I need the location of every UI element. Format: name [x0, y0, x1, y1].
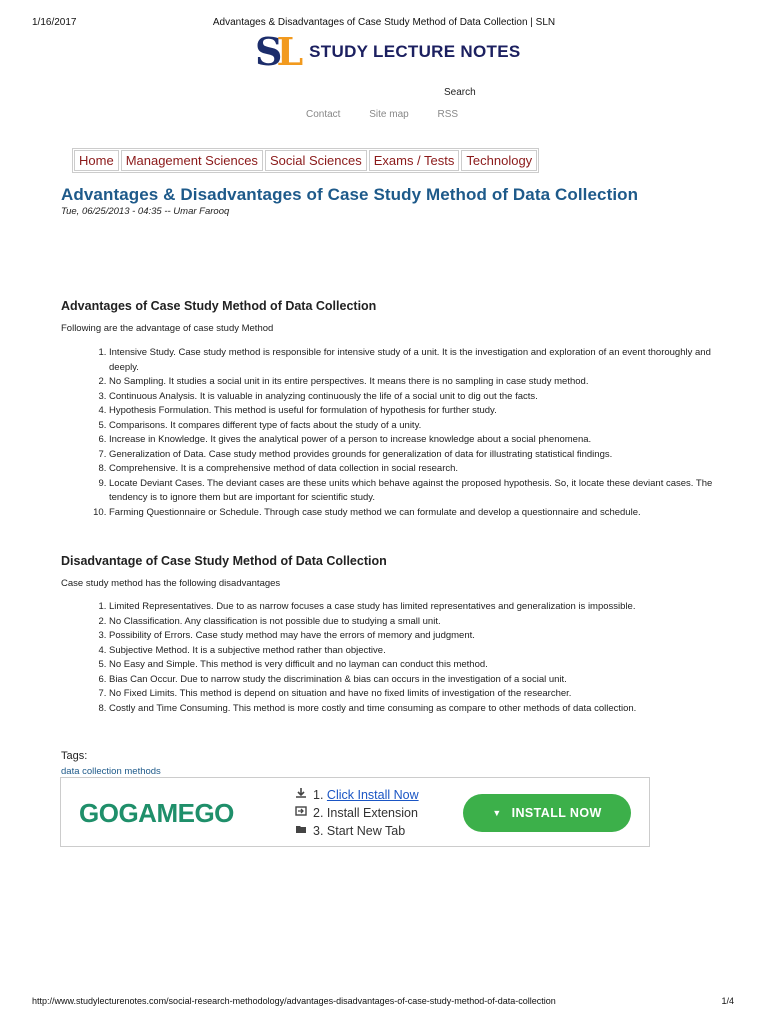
- ad-step-2-label: 2. Install Extension: [313, 806, 418, 820]
- ad-step-3-label: 3. Start New Tab: [313, 824, 406, 838]
- nav-home[interactable]: Home: [74, 150, 119, 171]
- article-title: Advantages & Disadvantages of Case Study Method of Data Collection: [61, 185, 639, 204]
- ad-step-3: [293, 822, 419, 840]
- tags-label: Tags:: [61, 750, 88, 762]
- install-now-label: INSTALL NOW: [511, 806, 602, 820]
- main-nav: [72, 148, 539, 173]
- site-logo[interactable]: [255, 29, 521, 74]
- list-item: 2. No Sampling. It studies a social unit in its entire perspectives. It means there is no sampling in case study method.: [109, 375, 729, 390]
- ad-step-1: [293, 786, 419, 804]
- list-item: 9. Locate Deviant Cases. The deviant cases are these units which behave against the proposed hypothesis. So, it locate these deviant cases. The tendency is to ignore them but are important for scientific study.: [109, 477, 729, 506]
- rss-link[interactable]: RSS: [437, 109, 459, 120]
- nav-technology[interactable]: Technology: [461, 150, 537, 171]
- print-footer-url: http://www.studylecturenotes.com/social-research-methodology/advantages-disadvantages-of-case-study-method-of-data-collection: [32, 996, 556, 1006]
- install-extension-icon: [293, 804, 309, 822]
- article-meta: Tue, 06/25/2013 - 04:35 -- Umar Farooq: [61, 206, 230, 217]
- list-item: 4. Subjective Method. It is a subjective method rather than objective.: [109, 644, 729, 659]
- logo-mark: SL: [255, 29, 298, 74]
- list-item: 2. No Classification. Any classification is not possible due to studying a small unit.: [109, 615, 729, 630]
- list-item: 8. Costly and Time Consuming. This method is more costly and time consuming as compare to other methods of data collection.: [109, 702, 729, 717]
- print-date: 1/16/2017: [32, 17, 77, 28]
- contact-link[interactable]: Contact: [306, 109, 341, 120]
- list-item: 3. Possibility of Errors. Case study method may have the errors of memory and judgment.: [109, 629, 729, 644]
- list-item: 6. Bias Can Occur. Due to narrow study the discrimination & bias can occurs in the investigation of a social unit.: [109, 673, 729, 688]
- download-icon: [293, 786, 309, 804]
- list-item: 5. Comparisons. It compares different type of facts about the study of a unity.: [109, 419, 729, 434]
- install-now-button[interactable]: [463, 794, 631, 832]
- list-item: 1. Intensive Study. Case study method is responsible for intensive study of a unit. It is the investigation and exploration of an event thoroughly and deeply.: [109, 346, 729, 375]
- list-item: 7. Generalization of Data. Case study method provides grounds for generalization of data for illustrating statistical findings.: [109, 448, 729, 463]
- list-item: 8. Comprehensive. It is a comprehensive method of data collection in social research.: [109, 462, 729, 477]
- nav-exams-tests[interactable]: Exams / Tests: [369, 150, 460, 171]
- list-item: 3. Continuous Analysis. It is valuable in analyzing continuously the life of a social unit to dig out the facts.: [109, 390, 729, 405]
- disadvantages-heading: Disadvantage of Case Study Method of Data Collection: [61, 554, 387, 568]
- ad-steps: [293, 786, 419, 840]
- logo-text: STUDY LECTURE NOTES: [309, 42, 521, 61]
- disadvantages-list: [93, 600, 729, 716]
- list-item: 5. No Easy and Simple. This method is very difficult and no layman can conduct this method.: [109, 658, 729, 673]
- ad-step-2: [293, 804, 419, 822]
- nav-management-sciences[interactable]: Management Sciences: [121, 150, 263, 171]
- ad-banner[interactable]: [60, 777, 650, 847]
- print-page-number: 1/4: [721, 996, 734, 1006]
- list-item: 7. No Fixed Limits. This method is depend on situation and have no fixed limits of investigation of the researcher.: [109, 687, 729, 702]
- advantages-heading: Advantages of Case Study Method of Data Collection: [61, 299, 377, 313]
- secondary-links: [306, 109, 484, 120]
- list-item: 4. Hypothesis Formulation. This method is useful for formulation of hypothesis for further study.: [109, 404, 729, 419]
- disadvantages-intro: Case study method has the following disadvantages: [61, 578, 281, 589]
- advantages-list: [93, 346, 729, 520]
- ad-step-1-number: 1.: [313, 788, 324, 802]
- list-item: 6. Increase in Knowledge. It gives the analytical power of a person to increase knowledge about a social phenomena.: [109, 433, 729, 448]
- site-map-link[interactable]: Site map: [369, 109, 409, 120]
- search-link[interactable]: Search: [444, 87, 476, 98]
- ad-logo: GOGAMEGO: [79, 798, 234, 828]
- ad-click-install-link[interactable]: Click Install Now: [326, 788, 419, 802]
- list-item: 1. Limited Representatives. Due to as narrow focuses a case study has limited representatives and generalization is impossible.: [109, 600, 729, 615]
- nav-social-sciences[interactable]: Social Sciences: [265, 150, 367, 171]
- advantages-intro: Following are the advantage of case study Method: [61, 323, 274, 334]
- print-page-title: Advantages & Disadvantages of Case Study Method of Data Collection | SLN: [212, 17, 556, 28]
- chevron-down-icon: ▼: [492, 808, 502, 818]
- tag-link[interactable]: data collection methods: [61, 766, 161, 777]
- folder-icon: [293, 822, 309, 840]
- list-item: 10. Farming Questionnaire or Schedule. Through case study method we can formulate and develop a questionnaire and schedule.: [109, 506, 729, 521]
